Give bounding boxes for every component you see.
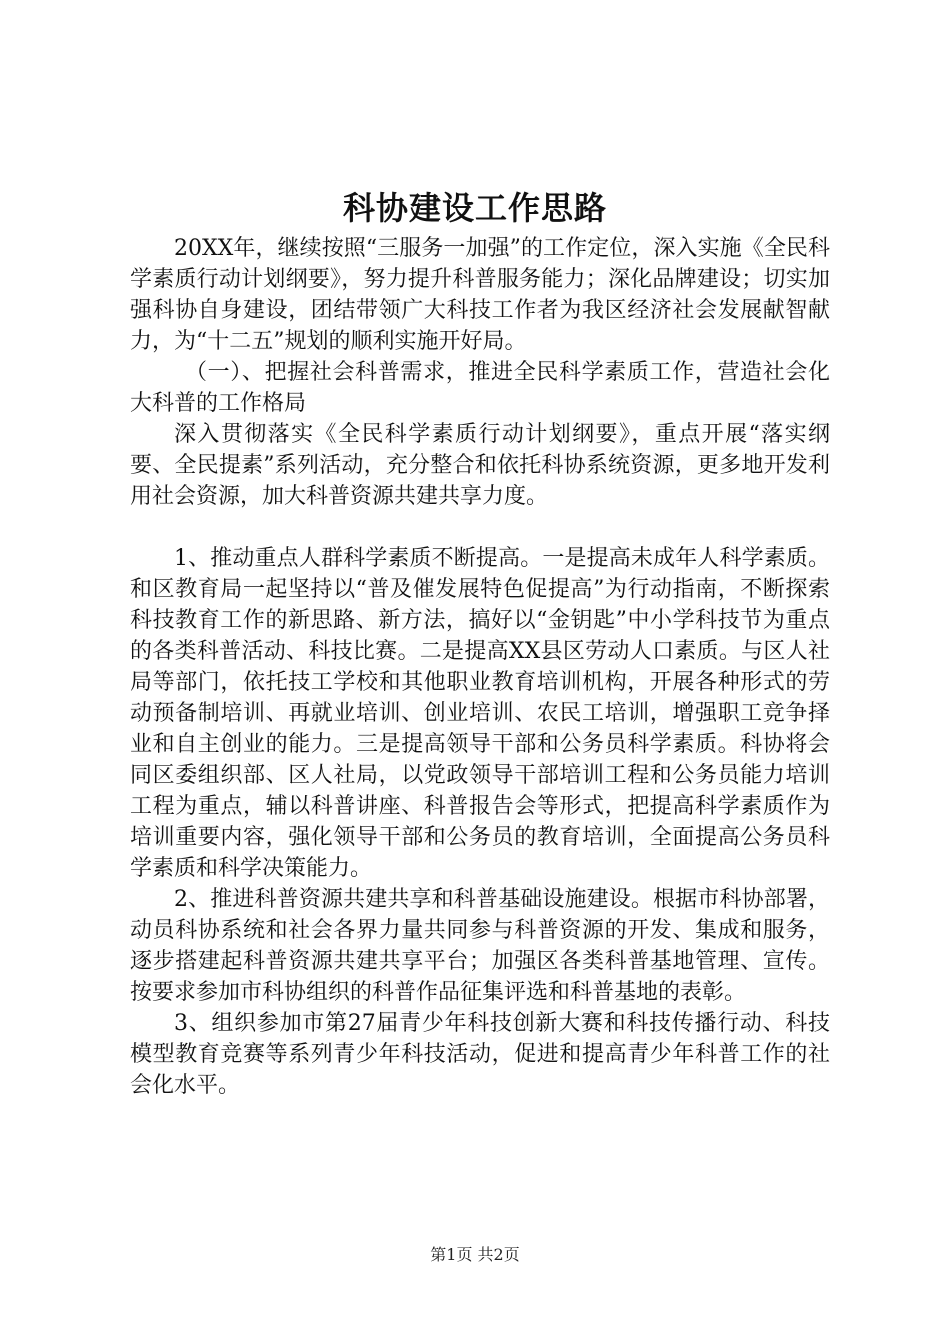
document-body [130, 233, 830, 1101]
document-title: 科协建设工作思路 [342, 189, 607, 227]
paragraph-item-1: 1、推动重点人群科学素质不断提高。一是提高未成年人科学素质。和区教育局一起坚持以“普及催发展特色促提高”为行动指南，不断探索科技教育工作的新思路、新方法，搞好以“金钥匙”中小学科技节为重点的各类科普活动、科技比赛。二是提高XX县区劳动人口素质。与区人社局等部门，依托技工学校和其他职业教育培训机构，开展各种形式的劳动预备制培训、再就业培训、创业培训、农民工培训，增强职工竞争择业和自主创业的能力。三是提高领导干部和公务员科学素质。科协将会同区委组织部、区人社局，以党政领导干部培训工程和公务员能力培训工程为重点，辅以科普讲座、科普报告会等形式，把提高科学素质作为培训重要内容，强化领导干部和公务员的教育培训，全面提高公务员科学素质和科学决策能力。 [130, 546, 830, 881]
page-number-footer: 第1页 共2页 [430, 1245, 520, 1264]
paragraph-item-3: 3、组织参加市第27届青少年科技创新大赛和科技传播行动、科技模型教育竞赛等系列青少年科技活动，促进和提高青少年科普工作的社会化水平。 [130, 1011, 830, 1098]
paragraph-item-2: 2、推进科普资源共建共享和科普基础设施建设。根据市科协部署，动员科协系统和社会各界力量共同参与科普资源的开发、集成和服务，逐步搭建起科普资源共建共享平台；加强区各类科普基地管理、宣传。按要求参加市科协组织的科普作品征集评选和科普基地的表彰。 [130, 887, 830, 1005]
paragraph-section-1-summary: 深入贯彻落实《全民科学素质行动计划纲要》，重点开展“落实纲要、全民提素”系列活动，充分整合和依托科协系统资源，更多地开发利用社会资源，加大科普资源共建共享力度。 [130, 422, 830, 509]
section-heading-1: （一）、把握社会科普需求，推进全民科学素质工作，营造社会化大科普的工作格局 [130, 360, 830, 416]
paragraph-intro: 20XX年，继续按照“三服务一加强”的工作定位，深入实施《全民科学素质行动计划纲要》，努力提升科普服务能力；深化品牌建设；切实加强科协自身建设，团结带领广大科技工作者为我区经济社会发展献智献力，为“十二五”规划的顺利实施开好局。 [130, 236, 830, 354]
